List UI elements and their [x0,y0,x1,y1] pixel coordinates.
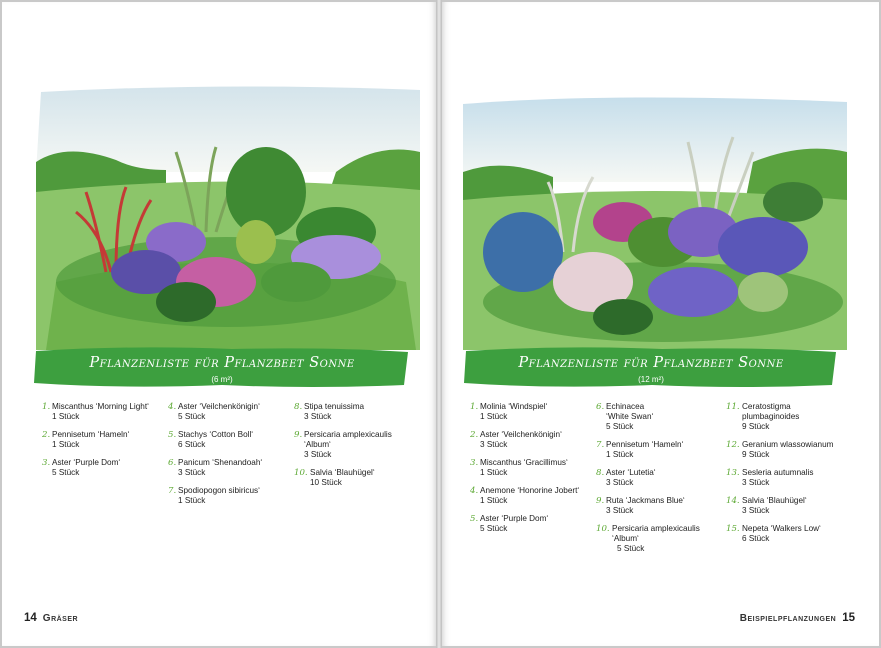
item-number: 10. [596,524,610,534]
item-number: 7. [596,440,605,450]
item-number: 3. [470,458,479,468]
item-number: 15. [726,524,740,534]
plant-name: Aster ‘Purple Dom‘ [480,514,549,523]
item-number: 7. [168,486,177,496]
list-item [168,458,292,478]
plant-name: Salvia ‘Blauhügel‘ [742,496,807,505]
item-number: 4. [168,402,177,412]
page-footer [740,612,855,624]
item-number: 5. [470,514,479,524]
plant-count: 3 Stück [480,440,508,449]
plant-name: Stipa tenuissima [304,402,365,411]
banner-area: (6 m²) [211,375,233,384]
list-item [470,514,594,534]
plant-count: 3 Stück [178,468,206,477]
list-item [470,458,594,478]
page-footer [24,612,78,624]
plant-count: 5 Stück [480,524,508,533]
plant-count: 5 Stück [606,422,634,431]
plant-count: 1 Stück [480,468,508,477]
plant-name: Molinia ‘Windspiel‘ [480,402,548,411]
list-item [596,496,720,516]
item-number: 8. [294,402,303,412]
list-item [596,468,720,488]
list-item [294,402,418,422]
item-number: 1. [470,402,479,412]
plant-name: Pennisetum ‘Hameln‘ [52,430,130,439]
list-item [726,440,850,460]
list-item [294,430,418,460]
plant-count: 10 Stück [310,478,342,487]
plant-count: 1 Stück [480,496,508,505]
plant-count: 5 Stück [617,544,645,553]
right-page [442,2,879,646]
list-item [168,402,292,422]
list-item [470,402,594,422]
list-item [168,486,292,506]
section-title: Gräser [42,613,79,624]
plant-count: 3 Stück [742,506,770,515]
item-number: 5. [168,430,177,440]
left-page [2,2,436,646]
plant-count: 1 Stück [178,496,206,505]
item-number: 13. [726,468,740,478]
page-number: 15 [842,612,855,624]
item-number: 9. [294,430,303,440]
plant-list-banner [462,345,840,389]
plant-name: Miscanthus ‘Gracillimus‘ [480,458,568,467]
flowerbed-illustration-small [36,82,420,350]
item-number: 6. [596,402,605,412]
list-item [42,402,166,422]
plant-count: 1 Stück [480,412,508,421]
plant-count: 5 Stück [52,468,80,477]
plant-name: Ruta ‘Jackmans Blue‘ [606,496,685,505]
banner-title: Pflanzenliste für Pflanzbeet Sonne [89,355,355,371]
plant-count: 1 Stück [606,450,634,459]
plant-name: Sesleria autumnalis [742,468,814,477]
plant-column-2 [596,402,720,562]
plant-count: 9 Stück [742,422,770,431]
page-number: 14 [24,612,37,624]
plant-count: 1 Stück [52,412,80,421]
flowerbed-illustration-large [463,82,847,350]
plant-name: Echinacea ‘White Swan‘ [606,402,654,421]
list-item [168,430,292,450]
list-item [42,458,166,478]
plant-column-3 [294,402,418,496]
plant-column-2 [168,402,292,514]
plant-count: 9 Stück [742,450,770,459]
plant-name: Stachys ‘Cotton Boll‘ [178,430,254,439]
plant-name: Miscanthus ‘Morning Light‘ [52,402,149,411]
item-number: 4. [470,486,479,496]
plant-count: 3 Stück [606,506,634,515]
list-item [42,430,166,450]
plant-name: Spodiopogon sibiricus‘ [178,486,260,495]
item-number: 6. [168,458,177,468]
plant-name: Persicaria amplexicaulis ‘Album‘ [304,430,392,449]
list-item [596,402,720,432]
list-item [726,524,850,544]
list-item [596,524,720,554]
item-number: 2. [470,430,479,440]
item-number: 3. [42,458,51,468]
plant-name: Anemone ‘Honorine Jobert‘ [480,486,580,495]
list-item [294,468,418,488]
list-item [470,486,594,506]
item-number: 2. [42,430,51,440]
item-number: 10. [294,468,308,478]
plant-name: Aster ‘Purple Dom‘ [52,458,121,467]
list-item [726,496,850,516]
plant-column-1 [470,402,594,542]
list-item [726,468,850,488]
section-title: Beispielpflanzungen [739,613,837,624]
plant-name: Persicaria amplexicaulis ‘Album‘ [612,524,700,543]
plant-column-3 [726,402,850,552]
plant-name: Aster ‘Veilchenkönigin‘ [480,430,562,439]
plant-count: 3 Stück [304,412,332,421]
plant-count: 3 Stück [742,478,770,487]
list-item [470,430,594,450]
item-number: 11. [726,402,740,412]
plant-count: 3 Stück [606,478,634,487]
plant-name: Nepeta ‘Walkers Low‘ [742,524,821,533]
item-number: 1. [42,402,51,412]
plant-name: Salvia ‘Blauhügel‘ [310,468,375,477]
list-item [596,440,720,460]
banner-area: (12 m²) [638,375,664,384]
plant-count: 3 Stück [304,450,332,459]
plant-count: 1 Stück [52,440,80,449]
plant-name: Aster ‘Lutetia‘ [606,468,656,477]
item-number: 8. [596,468,605,478]
item-number: 9. [596,496,605,506]
plant-column-1 [42,402,166,486]
plant-count: 5 Stück [178,412,206,421]
item-number: 14. [726,496,740,506]
plant-name: Geranium wlassowianum [742,440,834,449]
plant-name: Panicum ‘Shenandoah‘ [178,458,263,467]
plant-name: Ceratostigma plumbaginoides [742,402,800,421]
plant-name: Pennisetum ‘Hameln‘ [606,440,684,449]
plant-count: 6 Stück [742,534,770,543]
list-item [726,402,850,432]
plant-list-banner [32,345,412,389]
plant-count: 6 Stück [178,440,206,449]
item-number: 12. [726,440,740,450]
banner-title: Pflanzenliste für Pflanzbeet Sonne [518,355,784,371]
plant-name: Aster ‘Veilchenkönigin‘ [178,402,260,411]
